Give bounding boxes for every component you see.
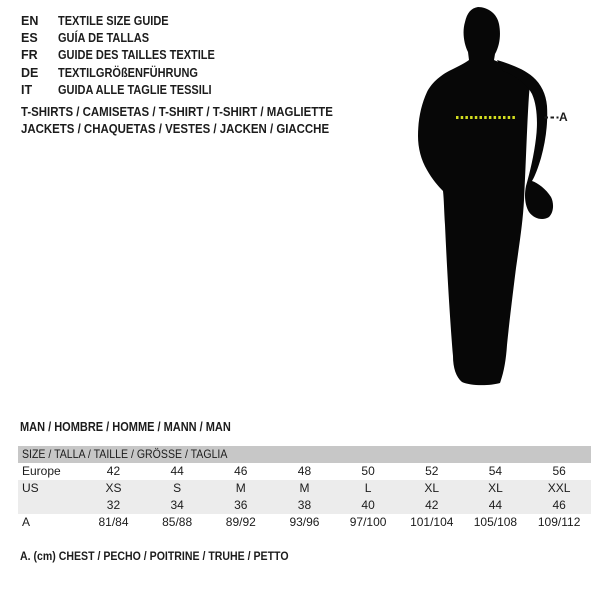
footnote xyxy=(20,549,325,563)
size-cell: 36 xyxy=(209,497,273,514)
size-cell: XS xyxy=(82,480,146,497)
size-cell: 81/84 xyxy=(98,515,129,529)
lang-code: EN xyxy=(21,14,39,28)
size-table xyxy=(18,446,591,531)
size-cell: 40 xyxy=(336,497,400,514)
size-cell: L xyxy=(336,480,400,497)
size-cell: 42 xyxy=(400,497,464,514)
size-cell: 56 xyxy=(552,464,566,478)
footnote-text: A. (cm) CHEST / PECHO / POITRINE / TRUHE / PETTO xyxy=(20,549,289,563)
size-cell: 38 xyxy=(273,497,337,514)
language-row-de xyxy=(21,65,236,82)
table-row-europe xyxy=(18,463,591,480)
category-line-tshirts: T-SHIRTS / CAMISETAS / T-SHIRT / T-SHIRT / MAGLIETTE xyxy=(21,104,333,119)
language-row-fr xyxy=(21,47,236,64)
size-cell: M xyxy=(209,480,273,497)
size-cell: 101/104 xyxy=(410,515,454,529)
size-cell: 34 xyxy=(145,497,209,514)
size-cell: XXL xyxy=(527,480,591,497)
size-cell: 89/92 xyxy=(225,515,256,529)
size-cell: 105/108 xyxy=(473,515,518,529)
table-row-chest-a xyxy=(18,514,591,531)
size-cell: M xyxy=(273,480,337,497)
lang-label: TEXTILGRÖßENFÜHRUNG xyxy=(58,65,198,80)
size-cell: 46 xyxy=(234,464,248,478)
size-table-header-label: SIZE / TALLA / TAILLE / GRÖSSE / TAGLIA xyxy=(22,447,228,461)
section-title xyxy=(20,420,260,434)
category-lines xyxy=(21,104,375,137)
size-cell: 85/88 xyxy=(162,515,193,529)
size-cell: 46 xyxy=(527,497,591,514)
size-cell: 93/96 xyxy=(289,515,320,529)
size-cell: XL xyxy=(464,480,528,497)
measure-label-a: A xyxy=(559,110,568,124)
row-label: US xyxy=(18,480,82,497)
lang-label: GUÍA DE TALLAS xyxy=(58,31,150,46)
table-row-us-numeric xyxy=(18,497,591,514)
size-cell: 48 xyxy=(297,464,312,478)
lang-label: GUIDA ALLE TAGLIE TESSILI xyxy=(58,82,212,97)
size-cell: 54 xyxy=(488,464,503,478)
man-silhouette xyxy=(390,0,600,400)
size-cell: 109/112 xyxy=(537,515,581,529)
row-label xyxy=(18,497,82,514)
size-cell: 42 xyxy=(106,464,121,478)
language-row-it xyxy=(21,82,236,99)
language-row-en xyxy=(21,13,236,30)
language-list xyxy=(21,13,236,99)
lang-label: GUIDE DES TAILLES TEXTILE xyxy=(58,48,215,63)
size-cell: 97/100 xyxy=(349,515,387,529)
size-cell: 52 xyxy=(425,464,439,478)
table-row-us xyxy=(18,480,591,497)
size-cell: S xyxy=(145,480,209,497)
lang-code: DE xyxy=(21,65,39,80)
lang-code: ES xyxy=(21,31,38,46)
lang-label: TEXTILE SIZE GUIDE xyxy=(58,14,169,28)
category-line-jackets: JACKETS / CHAQUETAS / VESTES / JACKEN / GIACCHE xyxy=(21,120,330,136)
lang-code: FR xyxy=(21,48,38,63)
row-label: Europe xyxy=(22,464,61,478)
language-row-es xyxy=(21,30,236,47)
size-cell: 50 xyxy=(361,464,375,478)
size-cell: 44 xyxy=(170,464,184,478)
lang-code: IT xyxy=(21,82,33,97)
section-title-text: MAN / HOMBRE / HOMME / MANN / MAN xyxy=(20,420,231,434)
size-cell: 44 xyxy=(464,497,528,514)
man-silhouette-figure xyxy=(390,0,600,400)
size-cell: XL xyxy=(400,480,464,497)
size-cell: 32 xyxy=(82,497,146,514)
row-label: A xyxy=(22,515,31,529)
man-body-shape xyxy=(418,7,530,385)
size-table-header-row xyxy=(18,446,591,463)
